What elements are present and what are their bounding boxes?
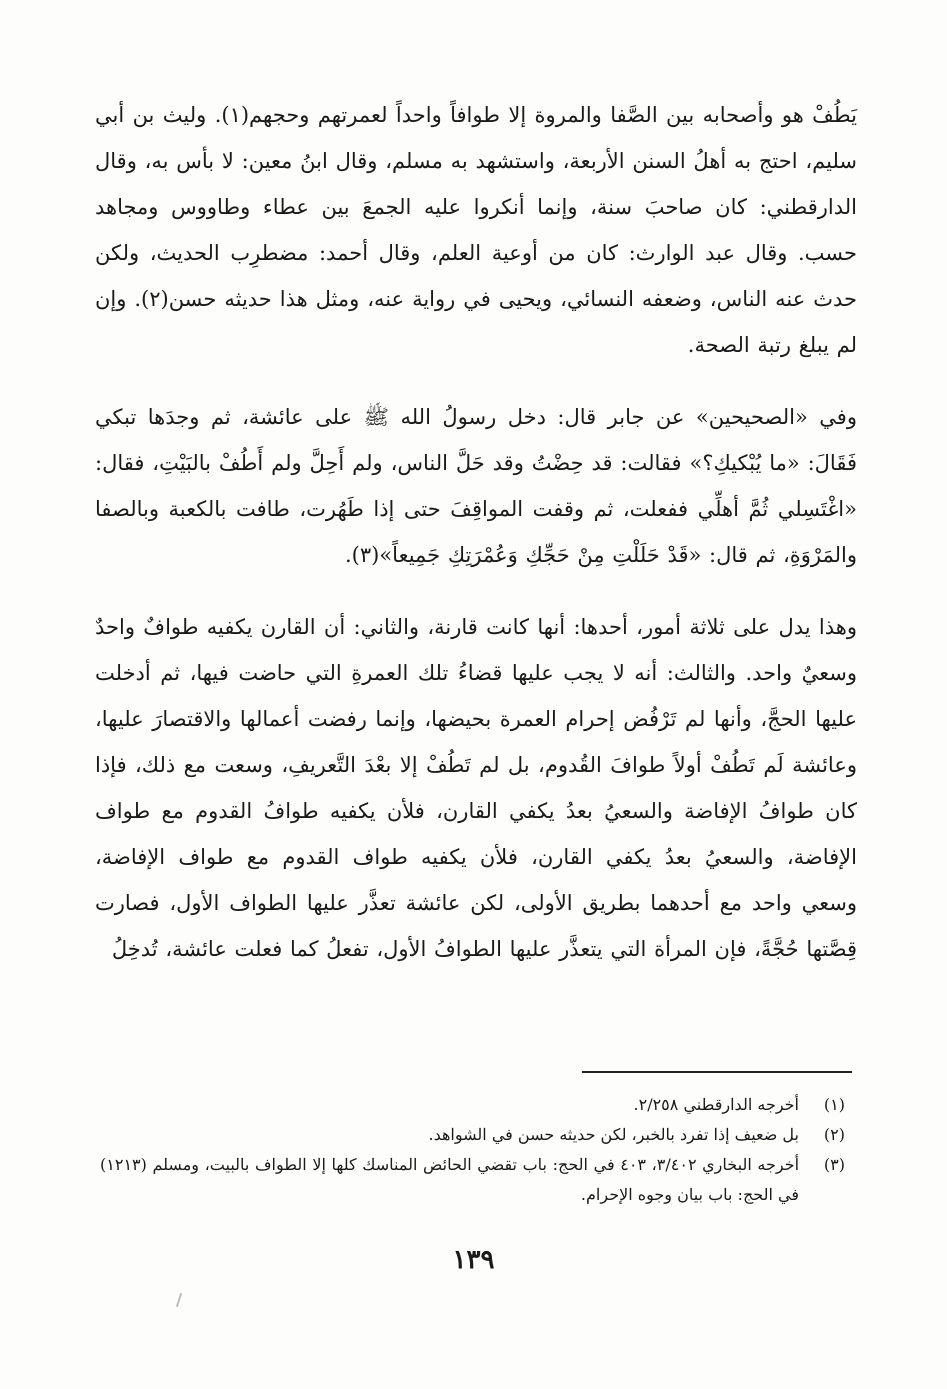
footnote-2	[100, 1120, 845, 1150]
paragraph-1: يَطُفْ هو وأصحابه بين الصَّفا والمروة إلا طوافاً واحداً لعمرتهم وحجهم(١). وليث بن أبي سليم، احتج به أهلُ السنن الأربعة، واستشهد به مسلم، وقال ابنُ معين: لا بأس به، وقال الدارقطني: كان صاحبَ سنة، وإنما أنكروا عليه الجمعَ بين عطاء وطاووس ومجاهد حسب. وقال عبد الوارث: كان من أوعية العلم، وقال أحمد: مضطرِب الحديث، ولكن حدث عنه الناس، وضعفه النسائي، ويحيى في رواية عنه، ومثل هذا حديثه حسن(٢). وإن لم يبلغ رتبة الصحة.	[95, 103, 857, 357]
footnotes	[100, 1090, 845, 1210]
footnote-number: (٢)	[823, 1125, 845, 1144]
footnote-number: (٣)	[823, 1155, 845, 1174]
footnote-3	[100, 1150, 845, 1210]
footnote-text: بل ضعيف إذا تفرد بالخبر، لكن حديثه حسن في الشواهد.	[428, 1125, 799, 1144]
page-number: ١٣٩	[452, 1245, 495, 1275]
footnote-text: أخرجه البخاري ٣/٤٠٢، ٤٠٣ في الحج: باب تقضي الحائض المناسك كلها إلا الطواف بالبيت، ومسلم (١٢١٣) في الحج: باب بيان وجوه الإحرام.	[100, 1155, 800, 1204]
footnote-text: أخرجه الدارقطني ٢/٢٥٨.	[633, 1095, 799, 1114]
footnote-separator	[582, 1071, 852, 1073]
footnote-number: (١)	[823, 1095, 845, 1114]
paragraph-2: وفي «الصحيحين» عن جابر قال: دخل رسولُ الله ﷺ على عائشة، ثم وجدَها تبكي فَقَالَ: «ما يُبْكيكِ؟» فقالت: قد حِضْتُ وقد حَلَّ الناس، ولم أَحِلَّ ولم أَطُفْ بالبَيْتِ، فقال: «اغْتَسِلي ثُمَّ أهلِّي ففعلت، ثم وقفت المواقِفَ حتى إذا طَهُرت، طافت بالكعبة وبالصفا والمَرْوَةِ، ثم قال: «قَدْ حَلَلْتِ مِنْ حَجِّكِ وَعُمْرَتِكِ جَمِيعاً»(٣).	[95, 405, 857, 567]
scan-speck	[176, 1293, 182, 1307]
footnote-1	[100, 1090, 845, 1120]
main-text	[95, 92, 857, 972]
paragraph-3: وهذا يدل على ثلاثة أمور، أحدها: أنها كانت قارنة، والثاني: أن القارن يكفيه طوافٌ واحدٌ وسعيٌ واحد. والثالث: أنه لا يجب عليها قضاءُ تلك العمرةِ التي حاضت فيها، ثم أدخلت عليها الحجَّ، وأنها لم تَرْفُض إحرام العمرة بحيضها، وإنما رفضت أعمالها والاقتصارَ عليها، وعائشة لَم تَطُفْ أولاً طوافَ القُدوم، بل لم تَطُفْ إلا بعْدَ التَّعريفِ، وسعت مع ذلك، فإذا كان طوافُ الإفاضة والسعيُ بعدُ يكفي القارن، فلأن يكفيه طوافُ القدوم مع طواف الإفاضة، والسعيُ بعدُ يكفي القارن، فلأن يكفيه طواف القدوم مع طواف الإفاضة، وسعي واحد مع أحدهما بطريق الأولى، لكن عائشة تعذَّر عليها الطواف الأول، فصارت قِصَّتها حُجَّةً، فإن المرأة التي يتعذَّر عليها الطوافُ الأول، تفعلُ كما فعلت عائشة، تُدخِلُ	[95, 615, 857, 961]
